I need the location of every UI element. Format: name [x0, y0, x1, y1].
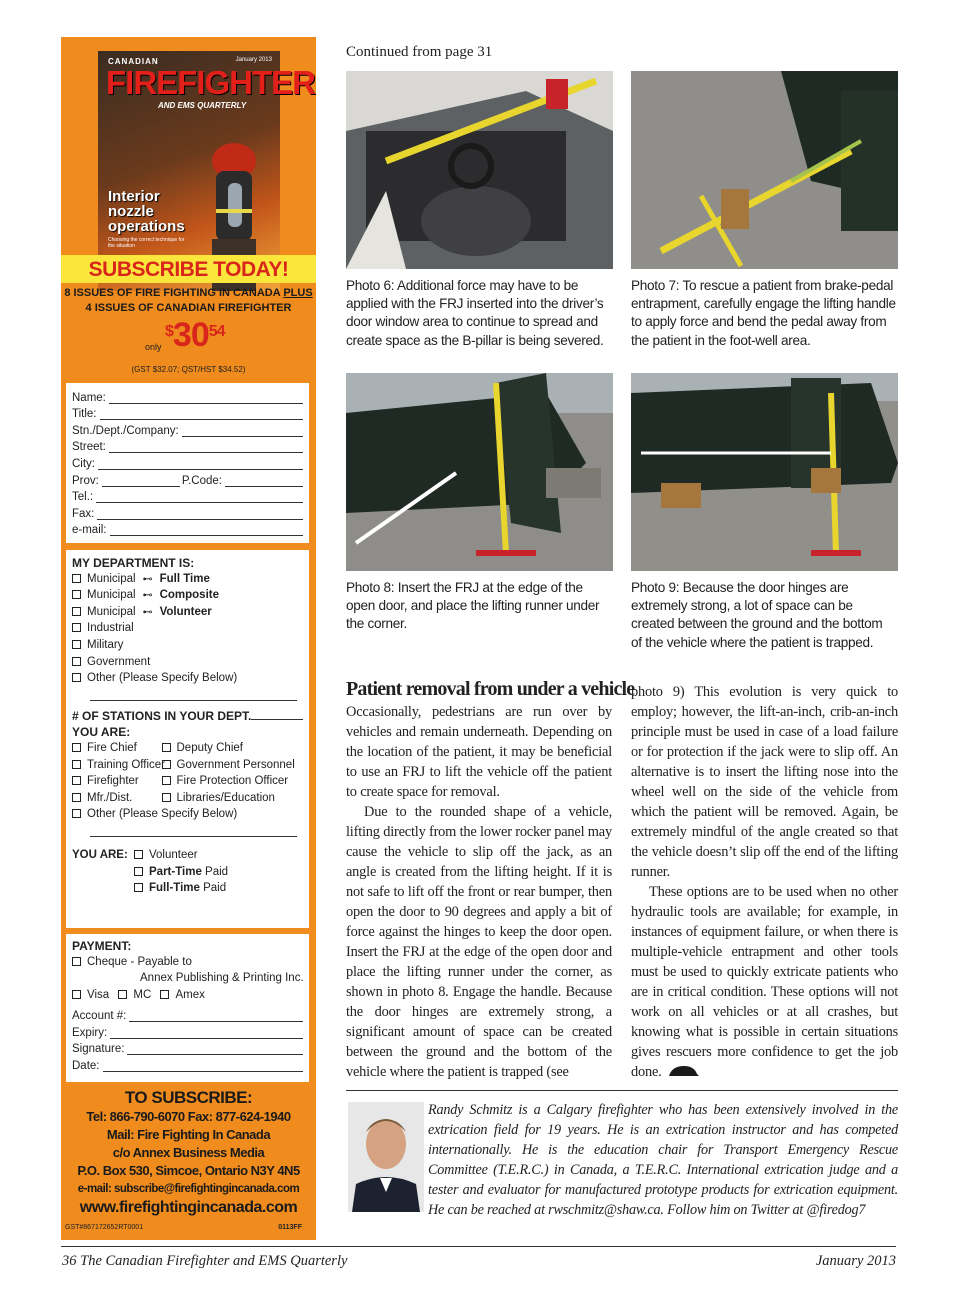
- title-field[interactable]: Title:: [72, 404, 303, 421]
- company-field[interactable]: Stn./Dept./Company:: [72, 420, 303, 437]
- payment-payee: Annex Publishing & Printing Inc.: [140, 972, 304, 985]
- offer-line-1: 8 ISSUES OF FIRE FIGHTING IN CANADA PLUS: [64, 287, 313, 299]
- status-full-time[interactable]: Full-Time Paid: [72, 882, 303, 899]
- bio-divider: [346, 1090, 898, 1091]
- subscribe-mail-1: Mail: Fire Fighting In Canada: [106, 1127, 271, 1142]
- continued-note: Continued from page 31: [346, 44, 493, 60]
- subscribe-website[interactable]: www.firefightingincanada.com: [79, 1199, 298, 1216]
- to-subscribe-heading: TO SUBSCRIBE:: [124, 1088, 253, 1107]
- offer-line-2: 4 ISSUES OF CANADIAN FIREFIGHTER: [85, 302, 292, 314]
- cover-top-line: CANADIAN: [108, 57, 159, 66]
- checkbox[interactable]: [72, 776, 81, 785]
- footer-divider: [61, 1246, 896, 1247]
- checkbox[interactable]: [72, 590, 81, 599]
- dept-other-line[interactable]: [90, 693, 297, 701]
- dept-option-full-time[interactable]: Municipal ⊷ Full Time: [72, 573, 303, 590]
- dept-option-military[interactable]: Military: [72, 639, 303, 656]
- subscribe-mail-2: c/o Annex Business Media: [112, 1145, 265, 1160]
- checkbox[interactable]: [162, 743, 171, 752]
- contact-form: [66, 383, 309, 543]
- paragraph: Occasionally, pedestrians are run over by vehicles and remain underneath. Depending on the location of the patient, it may be beneficial to use an FRJ to lift the vehicle off the patient to create space for removal.: [346, 704, 612, 800]
- paragraph: Due to the rounded shape of a vehicle, lifting directly from the lower rocker panel may cause the vehicle to slip off the jack, as an angle is created from the lifting height. If it is not safe to lift off the front or rear bumper, then open the door to 90 degrees and apply a bit of force against the hinges to keep the door open. Insert the FRJ at the edge of the open door and place the lifting runner under the corner, as shown in photo 8. Engage the handle. Because the door hinges are extremely strong, a significant amount of space can be created between the ground and the bottom of the vehicle where the patient is trapped (see: [346, 804, 612, 1080]
- fax-field[interactable]: Fax:: [72, 503, 303, 520]
- checkbox[interactable]: [72, 809, 81, 818]
- province-postal-field[interactable]: Prov: P.Code:: [72, 470, 303, 487]
- role-training-officer[interactable]: Training Officer: [72, 759, 188, 776]
- article-column-right: [631, 682, 898, 1082]
- cover-headline: Interior nozzle operations: [108, 188, 185, 235]
- card-amex[interactable]: Amex: [160, 989, 204, 1001]
- cover-tagline: Choosing the correct technique for the situation: [108, 237, 185, 249]
- payment-cheque[interactable]: Cheque - Payable to: [72, 956, 303, 973]
- status-part-time[interactable]: Part-Time Paid: [72, 866, 303, 883]
- status-volunteer[interactable]: Volunteer: [149, 848, 198, 861]
- role-row: [72, 759, 303, 776]
- page-folio: 36 The Canadian Firefighter and EMS Quarterly: [62, 1253, 348, 1269]
- offer-plus: PLUS: [283, 287, 313, 299]
- department-form: [66, 550, 309, 928]
- card-mc[interactable]: MC: [118, 989, 151, 1001]
- arrow-icon: ⊷: [142, 590, 153, 602]
- dept-option-volunteer[interactable]: Municipal ⊷ Volunteer: [72, 606, 303, 623]
- tax-note: (GST $32.07; QST/HST $34.52): [131, 365, 246, 374]
- subscribe-today-banner: SUBSCRIBE TODAY!: [61, 255, 316, 283]
- role-row: [72, 742, 303, 759]
- checkbox[interactable]: [72, 623, 81, 632]
- photo-6-caption: Photo 6: Additional force may have to be applied with the FRJ inserted into the driver’s door window area to continue to spread and create space as the B-pillar is being severed.: [346, 278, 604, 348]
- helmet-end-icon: [666, 1064, 700, 1078]
- article-column-left: [346, 702, 612, 1082]
- checkbox[interactable]: [160, 990, 169, 999]
- card-visa[interactable]: Visa: [72, 989, 109, 1001]
- subscribe-email[interactable]: e-mail: subscribe@firefightingincanada.com: [77, 1183, 300, 1195]
- photo-8: [346, 373, 613, 571]
- role-fire-protection-officer[interactable]: Fire Protection Officer: [162, 775, 278, 792]
- author-bio: Randy Schmitz is a Calgary firefighter who has been extensively involved in the extrication field for 19 years. He is an extrication instructor and has competed internationally. He is the education chair for Transport Emergency Rescue Committee (T.E.R.C.) in Canada, a T.E.R.C. International extrication judge and a tester and evaluator for manufactured prototype products for extrication equipment. He can be reached at rwschmitz@shaw.ca. Follow him on Twitter at @firedog7: [428, 1102, 898, 1218]
- expiry-field[interactable]: Expiry:: [72, 1022, 303, 1039]
- paragraph: photo 9) This evolution is very quick to employ; however, the lift-an-inch, crib-an-inch principle must be used in case of a load failure or for protection if the jack were to slip off. An alternative is to insert the lifting nose into the wheel well on the side of the vehicle from which the patient will be removed. Again, be extremely mindful of the angle created so that the vehicle doesn’t slip off the end of the lifting runner.: [631, 684, 898, 880]
- checkbox[interactable]: [72, 640, 81, 649]
- checkbox[interactable]: [162, 760, 171, 769]
- dept-option-industrial[interactable]: Industrial: [72, 622, 303, 639]
- photo-7: [631, 71, 898, 269]
- stations-field[interactable]: # OF STATIONS IN YOUR DEPT.: [72, 709, 303, 726]
- role-other-line[interactable]: [90, 829, 297, 837]
- you-are-heading: YOU ARE:: [72, 725, 131, 740]
- account-field[interactable]: Account #:: [72, 1005, 303, 1022]
- checkbox[interactable]: [162, 793, 171, 802]
- you-are-status: YOU ARE: Volunteer: [72, 848, 198, 861]
- checkbox[interactable]: [72, 607, 81, 616]
- email-field[interactable]: e-mail:: [72, 520, 303, 537]
- city-field[interactable]: City:: [72, 453, 303, 470]
- checkbox[interactable]: [72, 793, 81, 802]
- arrow-icon: ⊷: [142, 573, 153, 585]
- dept-option-other[interactable]: Other (Please Specify Below): [72, 672, 303, 689]
- department-heading: MY DEPARTMENT IS:: [72, 556, 195, 570]
- role-row: [72, 775, 303, 792]
- checkbox[interactable]: [72, 673, 81, 682]
- role-government-personnel[interactable]: Government Personnel: [162, 759, 278, 776]
- photo-9-caption: Photo 9: Because the door hinges are extremely strong, a lot of space can be created between the ground and the bottom of the vehicle where the patient is trapped.: [631, 580, 883, 650]
- dept-option-government[interactable]: Government: [72, 656, 303, 673]
- subscribe-mail-3: P.O. Box 530, Simcoe, Ontario N3Y 4N5: [77, 1163, 300, 1178]
- checkbox[interactable]: [72, 743, 81, 752]
- role-libraries-education[interactable]: Libraries/Education: [162, 792, 278, 809]
- payment-heading: PAYMENT:: [72, 939, 132, 953]
- payment-cards: [72, 989, 303, 1006]
- street-field[interactable]: Street:: [72, 437, 303, 454]
- paragraph: These options are to be used when no other hydraulic tools are available; for example, in instances of equipment failure, or when there is multiple-vehicle entrapment and other tools must be used to quickly extricate patients who are in critical condition. These options will not work on all vehicles or at all crashes, but knowing what is possible in certain situations gives rescuers more confidence to get the job done.: [631, 884, 898, 1080]
- cover-date: January 2013: [235, 57, 272, 63]
- role-firefighter[interactable]: Firefighter: [72, 775, 188, 792]
- checkbox[interactable]: [134, 867, 143, 876]
- name-field[interactable]: Name:: [72, 387, 303, 404]
- checkbox[interactable]: [162, 776, 171, 785]
- price-only-label: only: [145, 342, 162, 352]
- checkbox[interactable]: [72, 957, 81, 966]
- subscription-price: $^{\$}30^{54}$: [165, 316, 225, 354]
- checkbox[interactable]: [72, 574, 81, 583]
- photo-9: [631, 373, 898, 571]
- role-row: [72, 792, 303, 809]
- checkbox[interactable]: [134, 883, 143, 892]
- payment-form: [66, 934, 309, 1082]
- dept-option-composite[interactable]: Municipal ⊷ Composite: [72, 589, 303, 606]
- signature-field[interactable]: Signature:: [72, 1039, 303, 1056]
- checkbox[interactable]: [72, 760, 81, 769]
- photo-7-caption: Photo 7: To rescue a patient from brake-pedal entrapment, carefully engage the lifting handle to apply force and bend the pedal away from the patient in the foot-well area.: [631, 278, 896, 348]
- date-field[interactable]: Date:: [72, 1055, 303, 1072]
- checkbox[interactable]: [134, 850, 143, 859]
- arrow-icon: ⊷: [142, 606, 153, 618]
- subscription-sidebar: [61, 37, 316, 1240]
- issue-date: January 2013: [815, 1253, 896, 1269]
- photo-6: [346, 71, 613, 269]
- role-fire-chief[interactable]: Fire Chief: [72, 742, 188, 759]
- checkbox[interactable]: [72, 657, 81, 666]
- role-other[interactable]: Other (Please Specify Below): [72, 808, 303, 825]
- role-deputy-chief[interactable]: Deputy Chief: [162, 742, 278, 759]
- section-headline: Patient removal from under a vehicle: [346, 678, 635, 700]
- gst-number: GST#867172652RT0001: [65, 1224, 144, 1231]
- role-mfr-dist[interactable]: Mfr./Dist.: [72, 792, 188, 809]
- checkbox[interactable]: [118, 990, 127, 999]
- subscribe-phone: Tel: 866-790-6070 Fax: 877-624-1940: [86, 1109, 291, 1124]
- photo-8-caption: Photo 8: Insert the FRJ at the edge of the open door, and place the lifting runner under the corner.: [346, 580, 600, 632]
- promo-code: 0113FF: [278, 1224, 302, 1231]
- to-subscribe-block: [61, 1087, 316, 1218]
- cover-subtitle: AND EMS QUARTERLY: [158, 101, 247, 110]
- cover-masthead: FIREFIGHTER: [106, 64, 315, 101]
- checkbox[interactable]: [72, 990, 81, 999]
- tel-field[interactable]: Tel.:: [72, 487, 303, 504]
